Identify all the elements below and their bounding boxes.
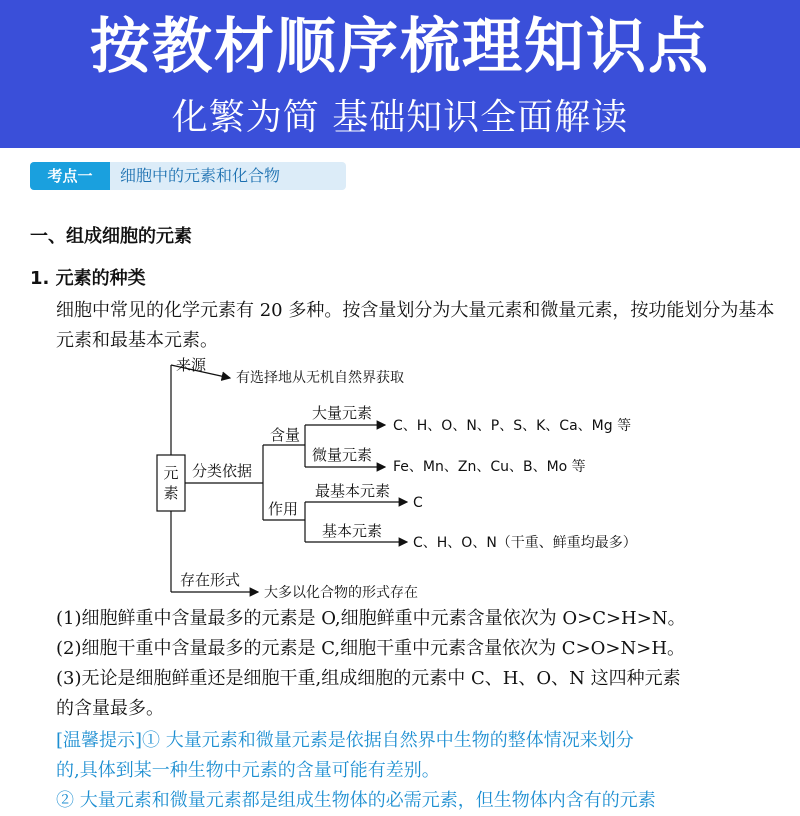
basic-label: 基本元素	[322, 522, 383, 540]
function-label: 作用	[268, 500, 299, 518]
banner-title: 按教材顺序梳理知识点	[90, 12, 710, 82]
note-fresh-weight: (1)细胞鲜重中含量最多的元素是 O,细胞鲜重中元素含量依次为 O>C>H>N。	[56, 608, 686, 629]
intro-paragraph: 细胞中常见的化学元素有 20 多种。按含量划分为大量元素和微量元素，按功能划分为基本元素和最基本元素。	[56, 300, 775, 351]
heading-composition: 一、组成细胞的元素	[30, 226, 192, 247]
section-title: 细胞中的元素和化合物	[120, 166, 281, 185]
source-label: 来源	[176, 356, 207, 374]
basic-desc: C、H、O、N（干重、鲜重均最多）	[413, 535, 637, 551]
tip-line-1: [温馨提示]① 大量元素和微量元素是依据自然界中生物的整体情况来划分	[56, 730, 634, 751]
major-desc: C、H、O、N、P、S、K、Ca、Mg 等	[393, 418, 632, 434]
most-basic-desc: C	[413, 495, 423, 511]
tip-line-2: 的,具体到某一种生物中元素的含量可能有差别。	[56, 760, 440, 781]
tip-line-3: ② 大量元素和微量元素都是组成生物体的必需元素，但生物体内含有的元素	[56, 790, 656, 811]
form-label: 存在形式	[180, 571, 241, 589]
trace-label: 微量元素	[312, 446, 373, 464]
content-label: 含量	[270, 426, 301, 444]
most-basic-label: 最基本元素	[315, 482, 391, 500]
note-dry-weight: (2)细胞干重中含量最多的元素是 C,细胞干重中元素含量依次为 C>O>N>H。	[56, 638, 686, 659]
major-label: 大量元素	[312, 404, 373, 422]
form-desc: 大多以化合物的形式存在	[264, 585, 418, 601]
banner-subtitle: 化繁为简 基础知识全面解读	[171, 97, 629, 138]
trace-desc: Fe、Mn、Zn、Cu、B、Mo 等	[393, 459, 586, 475]
note-both: (3)无论是细胞鲜重还是细胞干重,组成细胞的元素中 C、H、O、N 这四种元素	[56, 668, 681, 689]
source-desc: 有选择地从无机自然界获取	[236, 370, 404, 386]
note-both-cont: 的含量最多。	[56, 698, 164, 719]
root-label-1: 元	[163, 464, 179, 482]
section-tag: 考点一	[30, 162, 110, 190]
heading-element-types: 1. 元素的种类	[30, 268, 146, 289]
root-label-2: 素	[163, 484, 179, 502]
classify-label: 分类依据	[192, 462, 253, 480]
